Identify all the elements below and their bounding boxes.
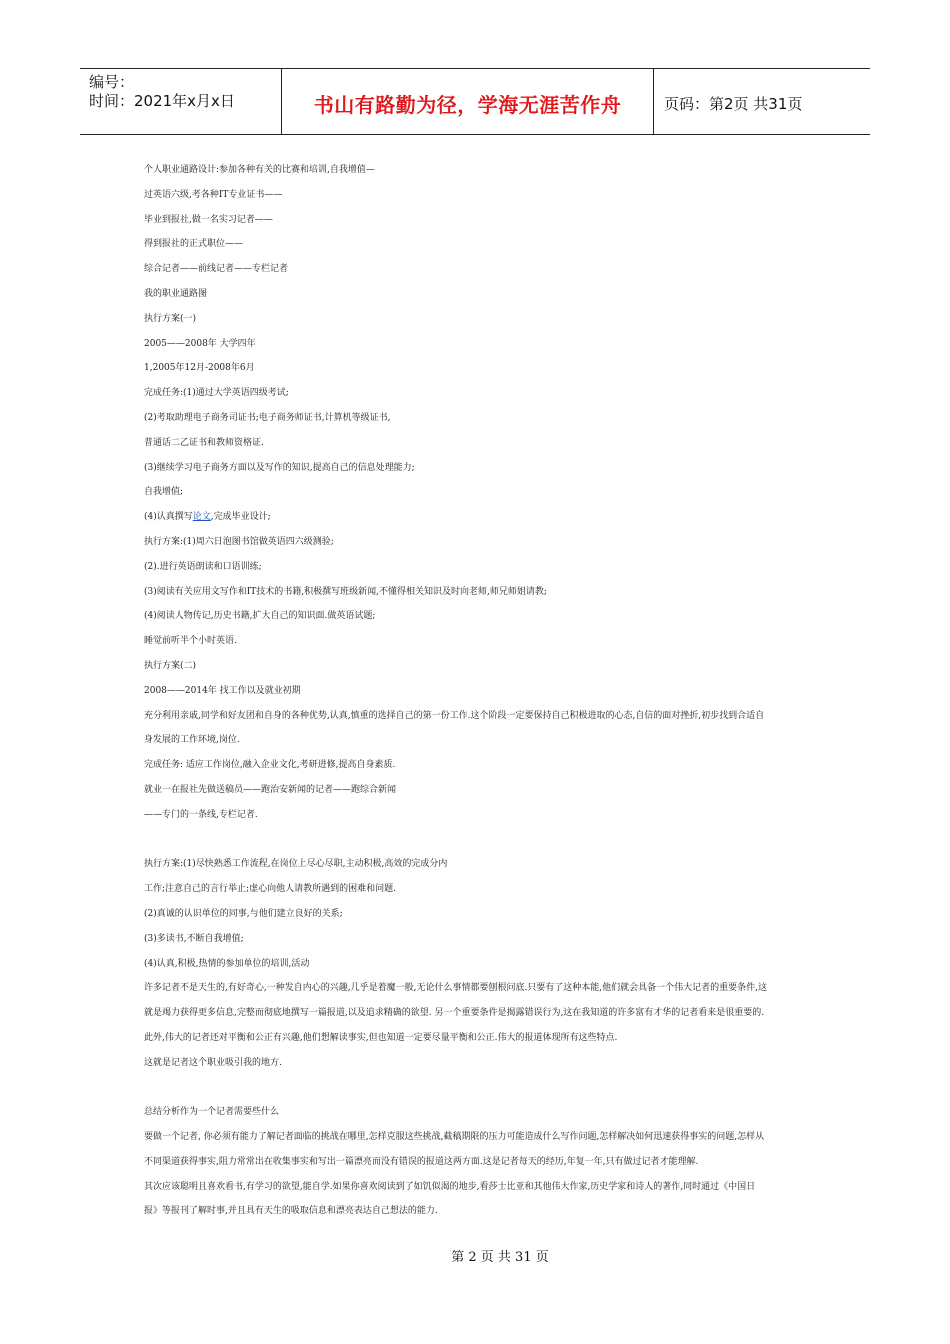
- body-line: 完成任务:(1)通过大学英语四级考试;: [144, 388, 289, 399]
- body-line: 1,2005年12月-2008年6月: [144, 363, 255, 374]
- body-line: 个人职业通路设计:参加各种有关的比赛和培训,自我增值—: [144, 165, 375, 175]
- body-line: 毕业到报社,做一名实习记者——: [144, 214, 273, 225]
- body-line-with-link: [144, 505, 810, 530]
- body-line: 得到报社的正式职位——: [144, 239, 244, 250]
- body-line: 综合记者——前线记者——专栏记者: [144, 264, 289, 275]
- blank-line: [144, 1075, 810, 1100]
- body-line: 完成任务: 适应工作岗位,融入企业文化,考研进修,提高自身素质.: [144, 760, 396, 771]
- body-line: 总结分析作为一个记者需要些什么: [144, 1107, 280, 1118]
- body-line: 普通话二乙证书和教师资格证.: [144, 437, 264, 448]
- body-line: 2008——2014年 找工作以及就业初期: [144, 685, 301, 696]
- blank-line: [144, 828, 810, 853]
- body-line-prefix: (4)认真撰写: [144, 512, 193, 523]
- body-line: 执行方案:(1)尽快熟悉工作流程,在岗位上尽心尽职,主动积极,高效的完成分内: [144, 859, 448, 870]
- body-line: 报》等报刊了解时事,并且具有天生的吸取信息和漂亮表达自己想法的能力.: [144, 1206, 438, 1217]
- date-label: 时间：2021年x月x日: [89, 92, 235, 110]
- body-line: (2)真诚的认识单位的同事,与他们建立良好的关系;: [144, 908, 343, 919]
- body-line: 这就是记者这个职业吸引我的地方.: [144, 1057, 282, 1068]
- body-line: 不同渠道获得事实,阻力常常出在收集事实和写出一篇漂亮而没有错误的报道这两方面.这是记者每天的经历,年复一年,只有做过记者才能理解.: [144, 1156, 699, 1167]
- body-line: 过英语六级,考各种IT专业证书——: [144, 189, 283, 200]
- body-line: 就是竭力获得更多信息,完整而彻底地撰写一篇报道,以及追求精确的欲望. 另一个重要条件是揭露错误行为,这在我知道的许多富有才华的记者看来是很重要的.: [144, 1008, 765, 1019]
- body-line: 身发展的工作环境,岗位.: [144, 735, 240, 746]
- body-line-suffix: ,完成毕业设计;: [210, 512, 271, 523]
- body-line: 执行方案(一): [144, 313, 197, 324]
- header-meta: [80, 69, 282, 134]
- page-footer: 第 2 页 共 31 页: [451, 1250, 549, 1265]
- body-line: 执行方案:(1)周六日泡图书馆做英语四六级测验;: [144, 536, 334, 547]
- page-header: [80, 68, 870, 135]
- body-line: (4)认真,积极,热情的参加单位的培训,活动: [144, 958, 310, 969]
- body-line: 充分利用亲戚,同学和好友团和自身的各种优势,认真,慎重的选择自己的第一份工作.这个阶段一定要保持自己积极进取的心态,自信的面对挫折,初步找到合适自: [144, 710, 765, 721]
- body-line: 其次应该聪明且喜欢看书,有学习的欲望,能自学.如果你喜欢阅读到了如饥似渴的地步,看莎士比亚和其他伟大作家,历史学家和诗人的著作,同时通过《中国日: [144, 1181, 756, 1192]
- body-line: 工作;注意自己的言行举止;虚心向他人请教所遇到的困难和问题.: [144, 884, 396, 895]
- body-line: (4)阅读人物传记,历史书籍,扩大自己的知识面.做英语试题;: [144, 611, 376, 622]
- body-line: 许多记者不是天生的,有好奇心,一种发自内心的兴趣,几乎是着魔一般,无论什么事情都要刨根问底.只要有了这种本能,他们就会具备一个伟大记者的重要条件,这: [144, 983, 768, 994]
- body-line: ——专门的一条线,专栏记者.: [144, 809, 258, 820]
- number-label: 编号：: [89, 73, 135, 91]
- body-line: 就业一在报社先做送稿员——跑治安新闻的记者——跑综合新闻: [144, 784, 397, 795]
- body-line: 自我增值;: [144, 487, 184, 498]
- thesis-link[interactable]: 论文: [192, 512, 211, 523]
- body-line: 执行方案(二): [144, 660, 197, 671]
- body-line: (2)考取助理电子商务司证书;电子商务师证书,计算机等级证书,: [144, 412, 391, 423]
- body-line: (3)阅读有关应用文写作和IT技术的书籍,积极撰写班级新闻,不懂得相关知识及时向老师,师兄师姐请教;: [144, 586, 547, 597]
- body-line: 要做一个记者, 你必须有能力了解记者面临的挑战在哪里,怎样克服这些挑战,截稿期限的压力可能造成什么写作问题,怎样解决如何迅速获得事实的问题,怎样从: [144, 1132, 765, 1143]
- body-line: 我的职业通路图: [144, 288, 208, 299]
- body-line: 2005——2008年 大学四年: [144, 338, 256, 349]
- body-line: 此外,伟大的记者还对平衡和公正有兴趣,他们想解读事实,但也知道一定要尽量平衡和公正.伟大的报道体现所有这些特点.: [144, 1032, 618, 1043]
- body-line: (3)继续学习电子商务方面以及写作的知识,提高自己的信息处理能力;: [144, 462, 415, 473]
- body-line: (3)多读书,不断自我增值;: [144, 933, 244, 944]
- body-line: (2).进行英语朗读和口语训练;: [144, 561, 262, 572]
- header-motto: 书山有路勤为径，学海无涯苦作舟: [282, 69, 654, 134]
- document-body: [144, 158, 810, 1224]
- body-line: 睡觉前听半个小时英语.: [144, 636, 237, 647]
- header-page-label: 页码：第2页 共31页: [664, 95, 803, 113]
